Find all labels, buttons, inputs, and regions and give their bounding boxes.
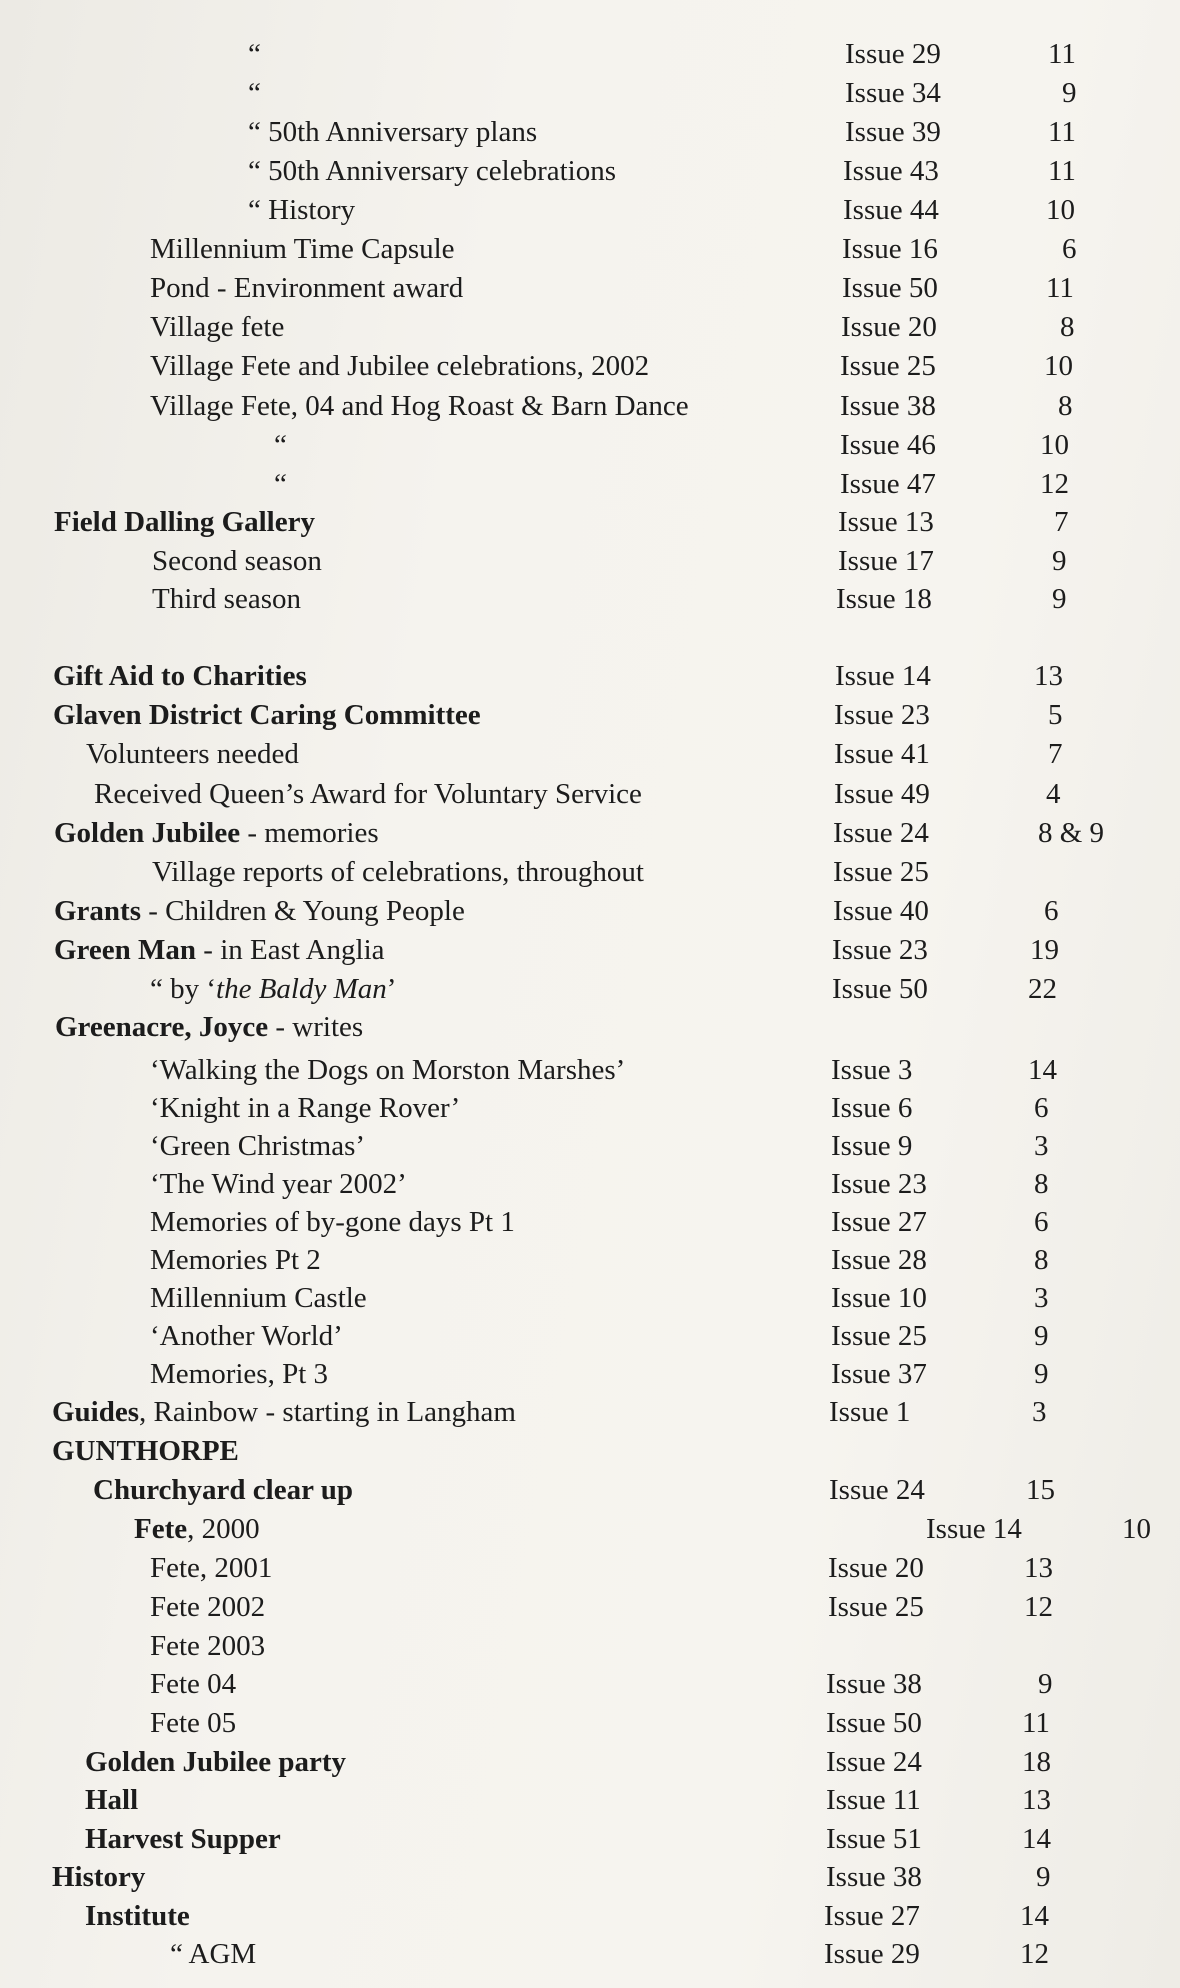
issue-ref: Issue 23	[831, 1168, 927, 1200]
issue-ref: Issue 25	[840, 350, 936, 382]
entry-label: Fete 2003	[150, 1630, 266, 1662]
index-entry	[0, 308, 1180, 347]
index-entry	[0, 1665, 1180, 1704]
issue-ref: Issue 38	[826, 1861, 922, 1893]
issue-ref: Issue 50	[826, 1707, 922, 1739]
page-ref: 8 & 9	[1038, 817, 1105, 849]
entry-label: ‘The Wind year 2002’	[150, 1168, 407, 1200]
page-ref: 6	[1044, 895, 1059, 927]
index-entry	[0, 1317, 1180, 1356]
issue-ref: Issue 6	[831, 1092, 913, 1124]
index-entry	[0, 1355, 1180, 1394]
page-ref: 18	[1022, 1746, 1051, 1778]
index-entry	[0, 1781, 1180, 1820]
ditto-label: “	[248, 77, 261, 109]
entry-label	[54, 931, 385, 970]
index-entry	[0, 1089, 1180, 1128]
issue-ref: Issue 38	[826, 1668, 922, 1700]
index-entry	[0, 735, 1180, 774]
page-ref: 15	[1026, 1474, 1055, 1506]
entry-label: Memories Pt 2	[150, 1244, 321, 1276]
entry-heading: Grants	[54, 895, 141, 927]
index-entry	[0, 1008, 1180, 1047]
page-ref: 7	[1054, 506, 1069, 538]
entry-subtext: , 2000	[187, 1513, 260, 1545]
issue-ref: Issue 3	[831, 1054, 913, 1086]
issue-ref: Issue 20	[828, 1552, 924, 1584]
entry-label: Fete 04	[150, 1668, 237, 1700]
index-entry	[0, 1471, 1180, 1510]
issue-ref: Issue 28	[831, 1244, 927, 1276]
issue-ref: Issue 47	[840, 468, 936, 500]
page-ref: 13	[1022, 1784, 1051, 1816]
page-ref: 13	[1024, 1552, 1053, 1584]
issue-ref: Issue 9	[831, 1130, 913, 1162]
entry-heading: Harvest Supper	[85, 1823, 281, 1855]
issue-ref: Issue 51	[826, 1823, 922, 1855]
entry-heading: Golden Jubilee	[54, 817, 241, 849]
index-entry	[0, 1858, 1180, 1897]
index-entry	[0, 35, 1180, 74]
index-entry	[0, 970, 1180, 1009]
issue-ref: Issue 23	[832, 934, 928, 966]
entry-label	[54, 892, 465, 931]
issue-ref: Issue 49	[834, 778, 930, 810]
issue-ref: Issue 50	[832, 973, 928, 1005]
page-ref: 9	[1034, 1358, 1049, 1390]
entry-heading: Golden Jubilee party	[85, 1746, 347, 1778]
entry-label: Memories of by-gone days Pt 1	[150, 1206, 515, 1238]
entry-label: Second season	[152, 545, 322, 577]
issue-ref: Issue 27	[831, 1206, 927, 1238]
issue-ref: Issue 24	[833, 817, 929, 849]
entry-subtext: - in East Anglia	[196, 934, 385, 966]
index-entry	[0, 853, 1180, 892]
entry-heading: Institute	[85, 1900, 190, 1932]
page-ref: 11	[1048, 38, 1076, 70]
page-ref: 10	[1040, 429, 1069, 461]
entry-heading: GUNTHORPE	[52, 1435, 239, 1467]
issue-ref: Issue 14	[926, 1513, 1022, 1545]
index-entry	[0, 74, 1180, 113]
issue-ref: Issue 1	[829, 1396, 911, 1428]
entry-label	[54, 814, 379, 853]
index-entry	[0, 775, 1180, 814]
page-ref: 6	[1034, 1206, 1049, 1238]
entry-subtext: - memories	[240, 817, 379, 849]
index-entry	[0, 1897, 1180, 1936]
issue-ref: Issue 17	[838, 545, 934, 577]
entry-heading: Field Dalling Gallery	[54, 506, 315, 538]
index-entry	[0, 657, 1180, 696]
page-ref: 12	[1024, 1591, 1053, 1623]
index-entry	[0, 931, 1180, 970]
entry-label: Memories, Pt 3	[150, 1358, 329, 1390]
page-ref: 9	[1036, 1861, 1051, 1893]
entry-label: Millennium Castle	[150, 1282, 367, 1314]
index-entry	[0, 269, 1180, 308]
issue-ref: Issue 41	[834, 738, 930, 770]
page-ref: 8	[1058, 390, 1073, 422]
index-entry	[0, 1510, 1180, 1549]
entry-label: Fete 05	[150, 1707, 237, 1739]
issue-ref: Issue 46	[840, 429, 936, 461]
issue-ref: Issue 10	[831, 1282, 927, 1314]
issue-ref: Issue 44	[843, 194, 939, 226]
issue-ref: Issue 27	[824, 1900, 920, 1932]
issue-ref: Issue 20	[841, 311, 937, 343]
issue-ref: Issue 25	[833, 856, 929, 888]
entry-label: Volunteers needed	[86, 738, 299, 770]
page-ref: 7	[1048, 738, 1063, 770]
page-ref: 13	[1034, 660, 1063, 692]
index-entry	[0, 152, 1180, 191]
index-entry	[0, 426, 1180, 465]
issue-ref: Issue 29	[824, 1938, 920, 1970]
page-ref: 11	[1022, 1707, 1050, 1739]
index-entry	[0, 1432, 1180, 1471]
entry-label: “ 50th Anniversary plans	[248, 116, 538, 148]
entry-label: Received Queen’s Award for Voluntary Service	[94, 778, 642, 810]
entry-label: Village reports of celebrations, throughout	[152, 856, 644, 888]
entry-label: Millennium Time Capsule	[150, 233, 455, 265]
index-entry	[0, 503, 1180, 542]
index-entry	[0, 191, 1180, 230]
entry-heading: Glaven District Caring Committee	[53, 699, 481, 731]
issue-ref: Issue 40	[833, 895, 929, 927]
entry-heading: Churchyard clear up	[93, 1474, 353, 1506]
entry-label: “ History	[248, 194, 356, 226]
entry-label: “ AGM	[170, 1938, 257, 1970]
entry-heading: Greenacre, Joyce	[55, 1011, 269, 1043]
entry-label	[150, 970, 396, 1009]
issue-ref: Issue 18	[836, 583, 932, 615]
issue-ref: Issue 39	[845, 116, 941, 148]
index-entry	[0, 1051, 1180, 1090]
page-ref: 3	[1034, 1282, 1049, 1314]
index-entry	[0, 892, 1180, 931]
entry-subtext: - Children & Young People	[141, 895, 465, 927]
entry-label: ‘Another World’	[150, 1320, 343, 1352]
entry-label: Fete, 2001	[150, 1552, 273, 1584]
index-entry	[0, 542, 1180, 581]
page-ref: 8	[1034, 1168, 1049, 1200]
page-ref: 14	[1020, 1900, 1049, 1932]
page-ref: 10	[1046, 194, 1075, 226]
issue-ref: Issue 25	[828, 1591, 924, 1623]
entry-label: Pond - Environment award	[150, 272, 464, 304]
page-ref: 9	[1052, 545, 1067, 577]
index-entry	[0, 1127, 1180, 1166]
issue-ref: Issue 16	[842, 233, 938, 265]
issue-ref: Issue 14	[835, 660, 931, 692]
entry-label: ‘Walking the Dogs on Morston Marshes’	[150, 1054, 626, 1086]
entry-subtext: - writes	[268, 1011, 364, 1043]
index-entry	[0, 696, 1180, 735]
index-entry	[0, 1820, 1180, 1859]
page-ref: 9	[1052, 583, 1067, 615]
index-entry	[0, 113, 1180, 152]
entry-subtext: , Rainbow - starting in Langham	[139, 1396, 516, 1428]
entry-heading: History	[52, 1861, 146, 1893]
index-entry	[0, 1935, 1180, 1974]
index-entry	[0, 580, 1180, 619]
issue-ref: Issue 24	[829, 1474, 925, 1506]
page-ref: 9	[1062, 77, 1077, 109]
page-ref: 10	[1122, 1513, 1151, 1545]
entry-heading: Green Man	[54, 934, 197, 966]
index-entry	[0, 230, 1180, 269]
index-entry	[0, 465, 1180, 504]
entry-label: Village Fete, 04 and Hog Roast & Barn Dance	[150, 390, 689, 422]
issue-ref: Issue 13	[838, 506, 934, 538]
issue-ref: Issue 37	[831, 1358, 927, 1390]
entry-heading: Guides	[52, 1396, 140, 1428]
issue-ref: Issue 50	[842, 272, 938, 304]
page-ref: 11	[1048, 155, 1076, 187]
issue-ref: Issue 38	[840, 390, 936, 422]
issue-ref: Issue 11	[826, 1784, 921, 1816]
page-ref: 6	[1034, 1092, 1049, 1124]
entry-label	[134, 1510, 260, 1549]
entry-prefix: “ by ‘	[150, 973, 217, 1005]
index-entry	[0, 1627, 1180, 1666]
ditto-label: “	[248, 38, 261, 70]
entry-suffix: ’	[386, 973, 397, 1005]
page-ref: 9	[1034, 1320, 1049, 1352]
page-ref: 6	[1062, 233, 1077, 265]
index-entry	[0, 1393, 1180, 1432]
ditto-label: “	[274, 429, 287, 461]
page-ref: 4	[1046, 778, 1061, 810]
issue-ref: Issue 29	[845, 38, 941, 70]
page-ref: 22	[1028, 973, 1057, 1005]
ditto-label: “	[274, 468, 287, 500]
page-ref: 9	[1038, 1668, 1053, 1700]
page-ref: 3	[1032, 1396, 1047, 1428]
index-entry	[0, 387, 1180, 426]
page-ref: 12	[1040, 468, 1069, 500]
entry-label: ‘Green Christmas’	[150, 1130, 366, 1162]
entry-heading: Gift Aid to Charities	[53, 660, 307, 692]
issue-ref: Issue 43	[843, 155, 939, 187]
issue-ref: Issue 24	[826, 1746, 922, 1778]
index-entry	[0, 1203, 1180, 1242]
index-entry	[0, 347, 1180, 386]
entry-label: Village Fete and Jubilee celebrations, 2002	[150, 350, 650, 382]
issue-ref: Issue 25	[831, 1320, 927, 1352]
index-entry	[0, 1165, 1180, 1204]
entry-label: Fete 2002	[150, 1591, 266, 1623]
page-ref: 5	[1048, 699, 1063, 731]
page-ref: 8	[1060, 311, 1075, 343]
entry-label: Third season	[152, 583, 301, 615]
entry-label: Village fete	[150, 311, 285, 343]
entry-heading: Fete	[134, 1513, 188, 1545]
issue-ref: Issue 23	[834, 699, 930, 731]
page-ref: 3	[1034, 1130, 1049, 1162]
page-ref: 14	[1022, 1823, 1051, 1855]
page-ref: 8	[1034, 1244, 1049, 1276]
page-ref: 10	[1044, 350, 1073, 382]
page-ref: 11	[1046, 272, 1074, 304]
index-entry	[0, 1549, 1180, 1588]
index-entry	[0, 814, 1180, 853]
page-ref: 19	[1030, 934, 1059, 966]
index-entry	[0, 1743, 1180, 1782]
entry-label: ‘Knight in a Range Rover’	[150, 1092, 461, 1124]
index-entry	[0, 1588, 1180, 1627]
index-entry	[0, 1279, 1180, 1318]
entry-label: “ 50th Anniversary celebrations	[248, 155, 617, 187]
entry-heading: Hall	[85, 1784, 139, 1816]
entry-label	[52, 1393, 516, 1432]
entry-italic: the Baldy Man	[216, 973, 387, 1005]
index-entry	[0, 1241, 1180, 1280]
index-entry	[0, 1704, 1180, 1743]
page-ref: 14	[1028, 1054, 1057, 1086]
entry-label	[55, 1008, 363, 1047]
issue-ref: Issue 34	[845, 77, 941, 109]
page-ref: 12	[1020, 1938, 1049, 1970]
page-ref: 11	[1048, 116, 1076, 148]
